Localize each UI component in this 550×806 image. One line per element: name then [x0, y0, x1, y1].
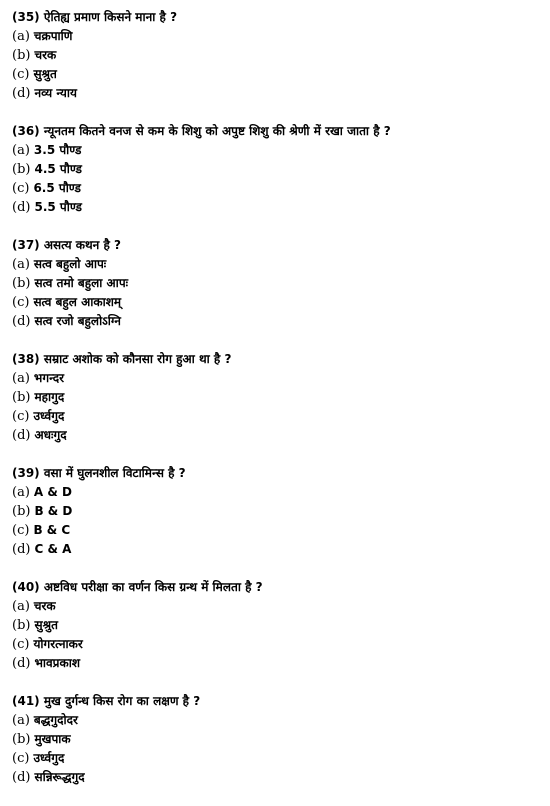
- option-letter: (a): [12, 599, 30, 614]
- option-letter: (c): [12, 751, 30, 766]
- option-d: [12, 84, 542, 103]
- option-text: मुखपाक: [34, 732, 71, 746]
- option-letter: (c): [12, 67, 30, 82]
- question-36: [12, 122, 542, 217]
- option-c: [12, 407, 542, 426]
- option-letter: (a): [12, 713, 30, 728]
- question-title: (41) मुख दुर्गन्ध किस रोग का लक्षण है ?: [12, 694, 201, 708]
- option-d: [12, 198, 542, 217]
- option-text: सुश्रुत: [33, 67, 57, 81]
- option-letter: (d): [12, 770, 31, 785]
- option-b: [12, 274, 542, 293]
- option-text: चरक: [33, 599, 56, 613]
- option-a: [12, 483, 542, 502]
- option-letter: (a): [12, 371, 30, 386]
- question-title: (40) अष्टविध परीक्षा का वर्णन किस ग्रन्थ में मिलता है ?: [12, 580, 263, 594]
- option-text: चक्रपाणि: [33, 29, 73, 43]
- option-text: भावप्रकाश: [34, 656, 80, 670]
- option-letter: (a): [12, 485, 30, 500]
- question-sheet: [12, 8, 542, 806]
- option-letter: (d): [12, 428, 31, 443]
- option-letter: (d): [12, 542, 31, 557]
- option-letter: (b): [12, 162, 31, 177]
- option-d: [12, 540, 542, 559]
- option-text: बद्धगुदोदर: [33, 713, 78, 727]
- option-text: सुश्रुत: [34, 618, 58, 632]
- option-b: [12, 616, 542, 635]
- option-letter: (b): [12, 504, 31, 519]
- option-text: B & D: [34, 504, 73, 518]
- option-a: [12, 141, 542, 160]
- option-a: [12, 255, 542, 274]
- option-c: [12, 635, 542, 654]
- option-text: सत्व तमो बहुला आपः: [34, 276, 129, 290]
- option-text: 3.5 पौण्ड: [33, 143, 82, 157]
- option-text: उर्ध्वगुद: [33, 409, 65, 423]
- option-b: [12, 730, 542, 749]
- option-c: [12, 65, 542, 84]
- option-letter: (b): [12, 48, 31, 63]
- option-a: [12, 711, 542, 730]
- option-b: [12, 502, 542, 521]
- option-c: [12, 293, 542, 312]
- question-39: [12, 464, 542, 559]
- option-a: [12, 597, 542, 616]
- option-letter: (d): [12, 314, 31, 329]
- option-text: अधःगुद: [34, 428, 67, 442]
- question-41: [12, 692, 542, 787]
- option-b: [12, 46, 542, 65]
- option-letter: (b): [12, 618, 31, 633]
- option-a: [12, 27, 542, 46]
- option-d: [12, 426, 542, 445]
- option-letter: (d): [12, 656, 31, 671]
- option-letter: (c): [12, 637, 30, 652]
- option-letter: (a): [12, 257, 30, 272]
- option-letter: (b): [12, 390, 31, 405]
- option-d: [12, 312, 542, 331]
- question-title: (35) ऐतिह्य प्रमाण किसने माना है ?: [12, 10, 178, 24]
- option-text: 5.5 पौण्ड: [34, 200, 82, 214]
- option-text: सन्निरूद्धगुद: [34, 770, 85, 784]
- option-d: [12, 654, 542, 673]
- option-text: चरक: [34, 48, 57, 62]
- option-c: [12, 749, 542, 768]
- option-text: सत्व बहुलो आपः: [33, 257, 107, 271]
- option-text: उर्ध्वगुद: [33, 751, 65, 765]
- question-37: [12, 236, 542, 331]
- option-text: योगरत्नाकर: [33, 637, 83, 651]
- option-text: महागुद: [34, 390, 65, 404]
- option-letter: (b): [12, 732, 31, 747]
- question-38: [12, 350, 542, 445]
- option-letter: (d): [12, 86, 31, 101]
- option-text: A & D: [33, 485, 72, 499]
- question-title: (39) वसा में घुलनशील विटामिन्स है ?: [12, 466, 186, 480]
- option-text: सत्व बहुल आकाशम्: [33, 295, 122, 309]
- option-text: सत्व रजो बहुलोऽग्नि: [34, 314, 121, 328]
- option-b: [12, 388, 542, 407]
- question-title: (36) न्यूनतम कितने वनज से कम के शिशु को अपुष्ट शिशु की श्रेणी में रखा जाता है ?: [12, 124, 391, 138]
- option-a: [12, 369, 542, 388]
- option-letter: (c): [12, 181, 30, 196]
- option-text: नव्य न्याय: [34, 86, 77, 100]
- option-text: 6.5 पौण्ड: [33, 181, 81, 195]
- question-35: [12, 8, 542, 103]
- option-letter: (c): [12, 409, 30, 424]
- option-b: [12, 160, 542, 179]
- option-letter: (a): [12, 29, 30, 44]
- option-letter: (c): [12, 295, 30, 310]
- option-c: [12, 521, 542, 540]
- option-letter: (c): [12, 523, 30, 538]
- question-title: (38) सम्राट अशोक को कौनसा रोग हुआ था है ?: [12, 352, 232, 366]
- option-letter: (d): [12, 200, 31, 215]
- option-d: [12, 768, 542, 787]
- option-c: [12, 179, 542, 198]
- option-text: भगन्दर: [33, 371, 65, 385]
- option-letter: (a): [12, 143, 30, 158]
- option-text: B & C: [33, 523, 71, 537]
- option-text: C & A: [34, 542, 72, 556]
- question-title: (37) असत्य कथन है ?: [12, 238, 121, 252]
- question-40: [12, 578, 542, 673]
- option-letter: (b): [12, 276, 31, 291]
- option-text: 4.5 पौण्ड: [34, 162, 82, 176]
